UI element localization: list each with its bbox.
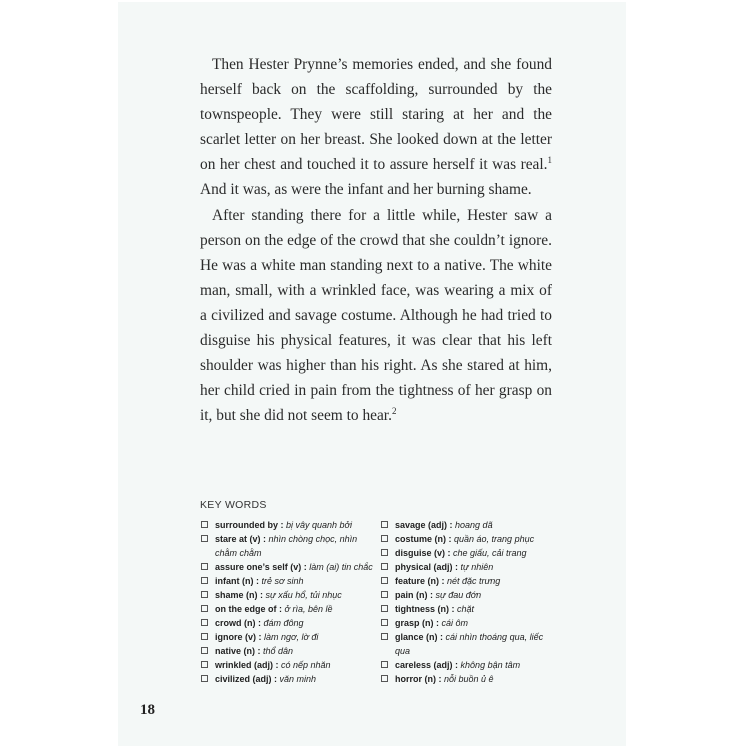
checkbox[interactable] bbox=[381, 605, 388, 612]
checkbox[interactable] bbox=[201, 605, 208, 612]
footnote-marker: 2 bbox=[391, 406, 397, 417]
key-word-definition: không bận tâm bbox=[460, 660, 521, 670]
checkbox[interactable] bbox=[201, 521, 208, 528]
key-word-item bbox=[381, 658, 556, 672]
key-word-definition: thổ dân bbox=[263, 646, 294, 656]
key-word-term: surrounded by bbox=[215, 520, 279, 530]
key-word-term: physical (adj) bbox=[395, 562, 453, 572]
key-word-separator: : bbox=[273, 660, 282, 670]
key-words-left-column bbox=[201, 518, 376, 686]
key-word-separator: : bbox=[445, 548, 454, 558]
key-word-separator: : bbox=[452, 562, 461, 572]
key-word-separator: : bbox=[278, 520, 287, 530]
paragraph bbox=[200, 52, 552, 203]
key-word-separator: : bbox=[436, 674, 444, 684]
key-word-definition: làm ngơ, lờ đi bbox=[264, 632, 319, 642]
key-word-term: infant (n) bbox=[215, 576, 254, 586]
key-word-item bbox=[201, 672, 376, 686]
key-word-term: civilized (adj) bbox=[215, 674, 272, 684]
key-word-term: feature (n) bbox=[395, 576, 440, 586]
key-word-item bbox=[201, 644, 376, 658]
key-word-term: careless (adj) bbox=[395, 660, 453, 670]
key-word-item bbox=[201, 630, 376, 644]
key-word-term: on the edge of bbox=[215, 604, 277, 614]
paragraph bbox=[200, 203, 552, 429]
key-word-item bbox=[201, 588, 376, 602]
key-word-separator: : bbox=[271, 674, 280, 684]
checkbox[interactable] bbox=[381, 549, 388, 556]
key-word-item bbox=[381, 546, 556, 560]
key-word-separator: : bbox=[253, 576, 262, 586]
key-word-term: glance (n) bbox=[395, 632, 438, 642]
checkbox[interactable] bbox=[381, 591, 388, 598]
key-word-definition: sự đau đớn bbox=[435, 590, 482, 600]
checkbox[interactable] bbox=[381, 563, 388, 570]
key-word-definition: hoang dã bbox=[455, 520, 493, 530]
key-words-title: KEY WORDS bbox=[200, 499, 267, 511]
key-word-separator: : bbox=[437, 632, 446, 642]
story-text bbox=[200, 52, 552, 428]
key-word-item bbox=[201, 560, 376, 574]
key-word-definition: sự xấu hổ, tủi nhục bbox=[265, 590, 342, 600]
key-word-definition: nét đặc trưng bbox=[447, 576, 501, 586]
checkbox[interactable] bbox=[201, 633, 208, 640]
checkbox[interactable] bbox=[201, 675, 208, 682]
key-word-term: assure one’s self (v) bbox=[215, 562, 302, 572]
key-words-right-column bbox=[381, 518, 556, 686]
key-word-term: ignore (v) bbox=[215, 632, 257, 642]
key-word-item bbox=[201, 574, 376, 588]
checkbox[interactable] bbox=[381, 633, 388, 640]
checkbox[interactable] bbox=[201, 619, 208, 626]
key-word-term: costume (n) bbox=[395, 534, 447, 544]
checkbox[interactable] bbox=[381, 619, 388, 626]
key-word-term: stare at (v) bbox=[215, 534, 261, 544]
key-word-definition: có nếp nhăn bbox=[281, 660, 331, 670]
key-word-definition: quần áo, trang phục bbox=[454, 534, 535, 544]
checkbox[interactable] bbox=[201, 563, 208, 570]
key-word-definition: cái ôm bbox=[441, 618, 469, 628]
page-number: 18 bbox=[140, 702, 155, 718]
key-word-definition: làm (ai) tin chắc bbox=[309, 562, 373, 572]
key-word-definition: nhìn chòng chọc, nhìn chằm chằm bbox=[215, 534, 358, 558]
key-word-item bbox=[201, 658, 376, 672]
key-word-item bbox=[201, 532, 376, 560]
key-word-term: horror (n) bbox=[395, 674, 436, 684]
key-word-definition: che giấu, cải trang bbox=[453, 548, 527, 558]
paragraph-text: After standing there for a little while, Hester saw a person on the edge of the crowd that she couldn’t ignore. He was a white man standing next to a native. The white man, small, with a wrinkled face, was wearing a mix of a civilized and savage costume. Although he had tried to disguise his physical features, it was clear that his left shoulder was higher than his right. As she stared at him, her child cried in pain from the tightness of her grasp on it, but she did not seem to hear. bbox=[200, 206, 552, 425]
key-word-definition: ở rìa, bên lề bbox=[284, 604, 333, 614]
key-word-item bbox=[381, 518, 556, 532]
key-word-term: pain (n) bbox=[395, 590, 428, 600]
key-word-term: grasp (n) bbox=[395, 618, 434, 628]
key-word-separator: : bbox=[433, 618, 442, 628]
key-word-term: native (n) bbox=[215, 646, 256, 656]
key-word-item bbox=[381, 630, 556, 658]
key-word-separator: : bbox=[446, 534, 455, 544]
key-word-definition: trẻ sơ sinh bbox=[261, 576, 304, 586]
checkbox[interactable] bbox=[201, 577, 208, 584]
key-word-definition: nỗi buồn ủ ê bbox=[444, 674, 494, 684]
key-word-separator: : bbox=[449, 604, 457, 614]
key-word-separator: : bbox=[256, 632, 265, 642]
key-word-item bbox=[381, 588, 556, 602]
key-word-separator: : bbox=[439, 576, 448, 586]
paragraph-text: And it was, as were the infant and her burning shame. bbox=[200, 181, 532, 199]
key-word-definition: chặt bbox=[457, 604, 475, 614]
key-word-item bbox=[381, 672, 556, 686]
checkbox[interactable] bbox=[201, 647, 208, 654]
key-word-item bbox=[381, 574, 556, 588]
checkbox[interactable] bbox=[381, 661, 388, 668]
key-word-term: disguise (v) bbox=[395, 548, 446, 558]
key-word-definition: văn minh bbox=[279, 674, 317, 684]
key-word-term: tightness (n) bbox=[395, 604, 449, 614]
key-word-separator: : bbox=[255, 646, 264, 656]
key-word-item bbox=[201, 616, 376, 630]
checkbox[interactable] bbox=[201, 535, 208, 542]
key-word-term: crowd (n) bbox=[215, 618, 256, 628]
key-word-term: shame (n) bbox=[215, 590, 258, 600]
key-word-item bbox=[381, 616, 556, 630]
key-word-separator: : bbox=[427, 590, 436, 600]
footnote-marker: 1 bbox=[547, 155, 552, 166]
checkbox[interactable] bbox=[201, 591, 208, 598]
key-word-separator: : bbox=[276, 604, 285, 614]
key-word-term: wrinkled (adj) bbox=[215, 660, 274, 670]
paragraph-text: Then Hester Prynne’s memories ended, and she found herself back on the scaffolding, surrounded by the townspeople. They were still staring at her and the scarlet letter on her breast. She looked down at the letter on her chest and touched it to assure herself it was real. bbox=[200, 56, 552, 174]
key-word-separator: : bbox=[452, 660, 461, 670]
key-word-separator: : bbox=[260, 534, 269, 544]
key-word-item bbox=[381, 532, 556, 546]
key-word-separator: : bbox=[255, 618, 264, 628]
key-word-item bbox=[201, 602, 376, 616]
checkbox[interactable] bbox=[381, 577, 388, 584]
key-word-separator: : bbox=[447, 520, 456, 530]
key-word-term: savage (adj) bbox=[395, 520, 448, 530]
key-word-definition: tự nhiên bbox=[460, 562, 494, 572]
key-word-separator: : bbox=[301, 562, 310, 572]
key-word-separator: : bbox=[257, 590, 266, 600]
key-word-item bbox=[201, 518, 376, 532]
checkbox[interactable] bbox=[201, 661, 208, 668]
key-word-item bbox=[381, 602, 556, 616]
checkbox[interactable] bbox=[381, 675, 388, 682]
checkbox[interactable] bbox=[381, 535, 388, 542]
key-word-definition: đám đông bbox=[263, 618, 304, 628]
key-word-item bbox=[381, 560, 556, 574]
key-word-definition: bị vây quanh bởi bbox=[286, 520, 352, 530]
key-word-definition: cái nhìn thoáng qua, liếc qua bbox=[395, 632, 544, 656]
checkbox[interactable] bbox=[381, 521, 388, 528]
